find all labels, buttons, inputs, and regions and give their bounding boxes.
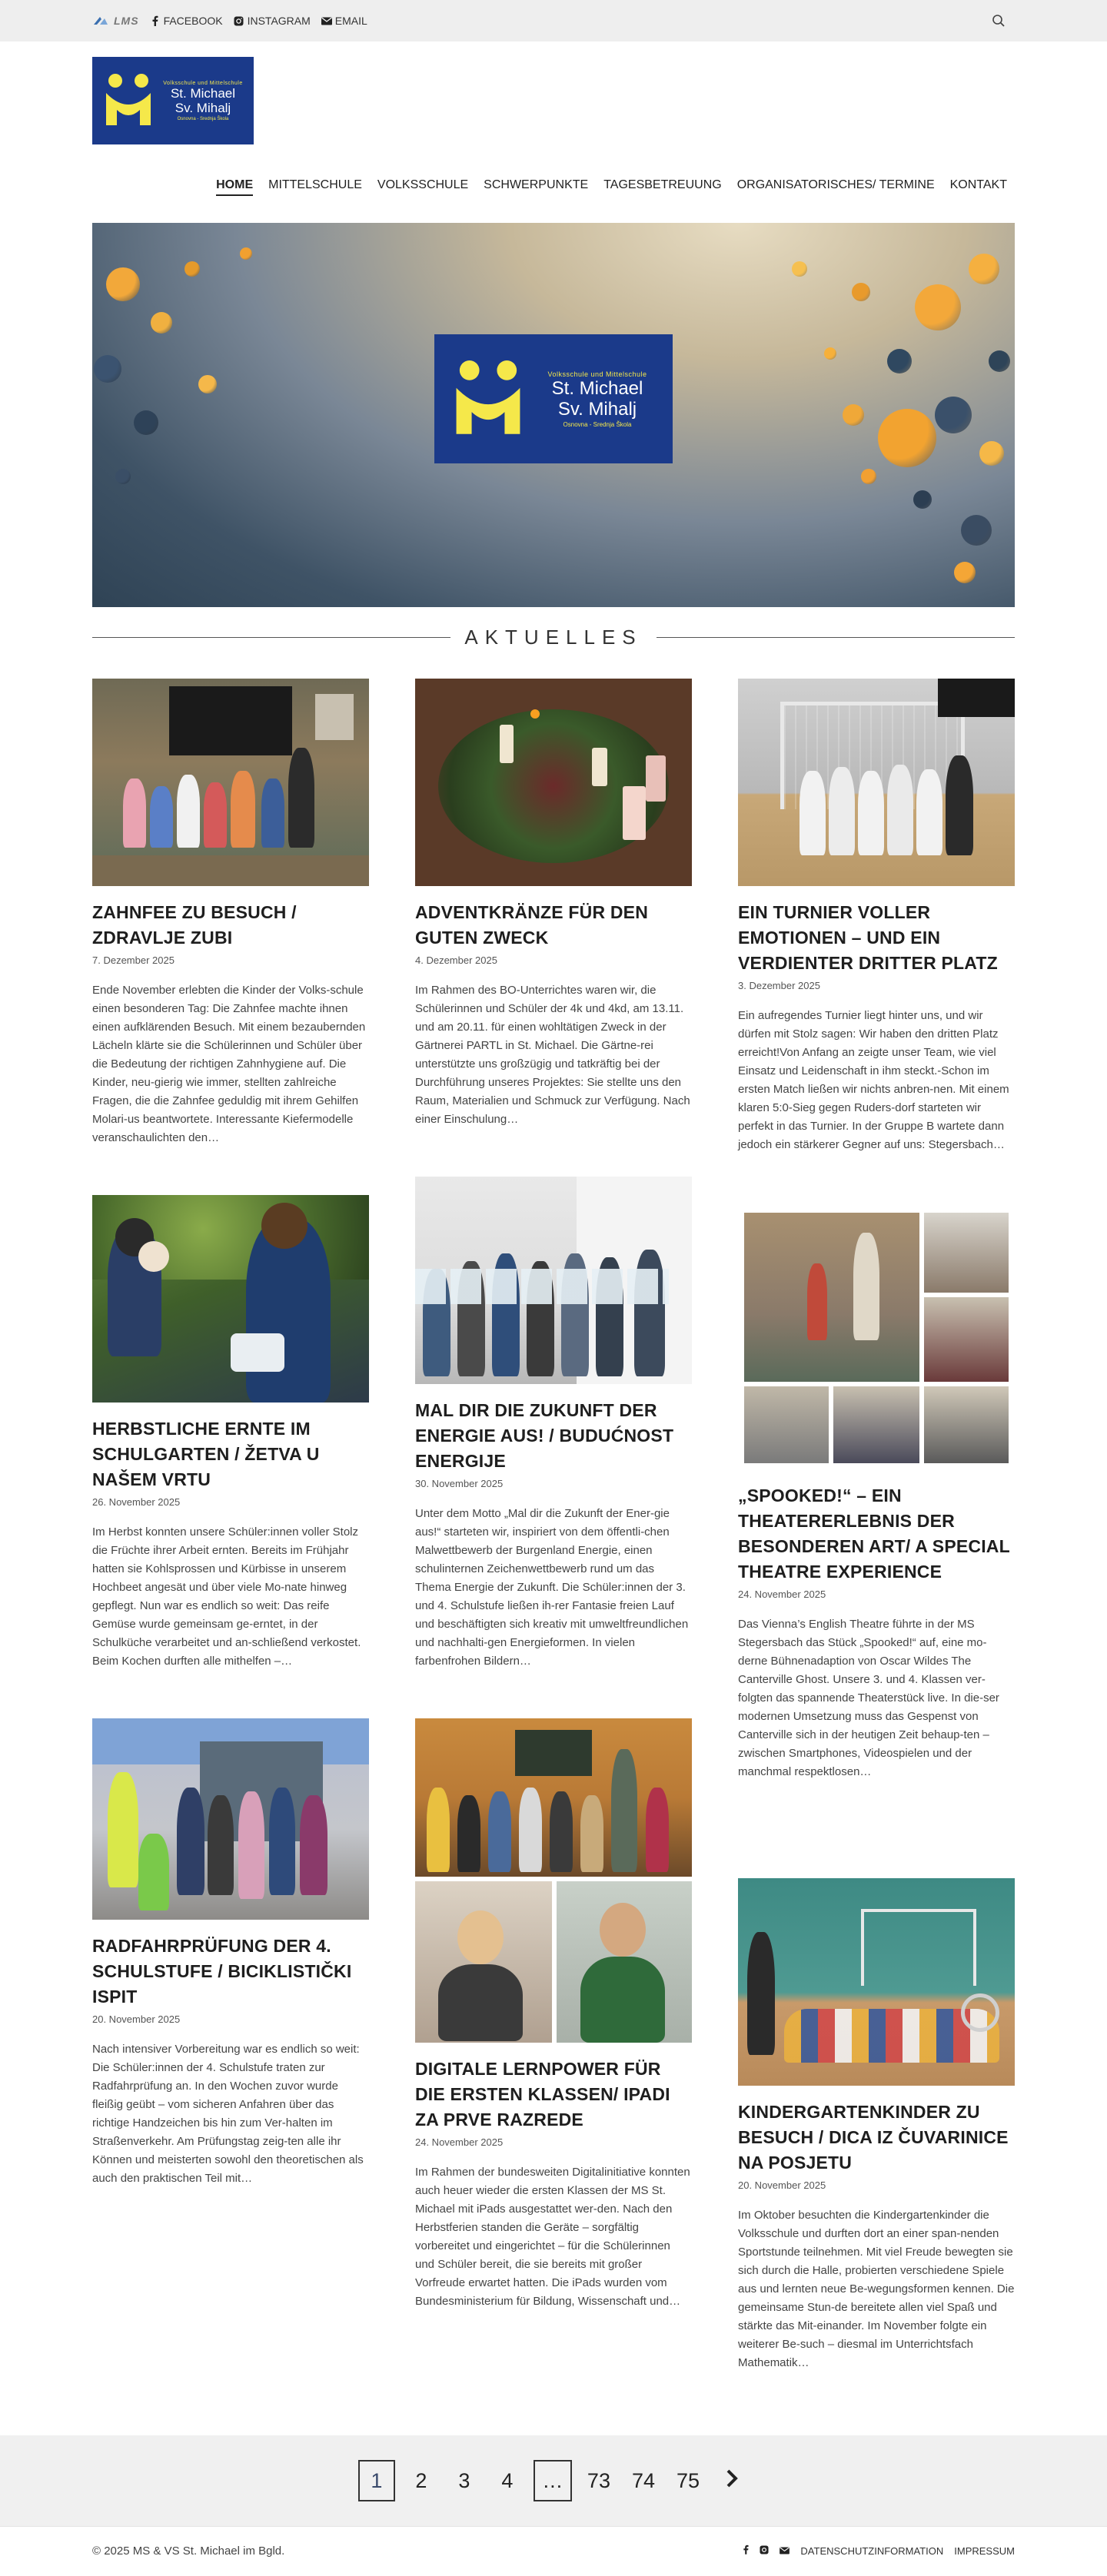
post-thumbnail[interactable]	[415, 1718, 692, 2043]
page-link[interactable]: 4	[501, 2468, 514, 2492]
post-title[interactable]: RADFAHRPRÜFUNG DER 4. SCHULSTUFE / BICIKLISTIČKI ISPIT	[92, 1936, 352, 2007]
post-card	[92, 679, 369, 1147]
post-date: 7. Dezember 2025	[92, 954, 175, 966]
thumbnail-scene	[92, 1718, 369, 1920]
post-excerpt: Ein aufregendes Turnier liegt hinter uns, und wir dürfen mit Stolz sagen: Wir haben den dritten Platz erreicht!Von Anfang an zeigte unser Team, wie viel Einsatz und Leidenschaft in ihm steckt.-Schon im ersten Match ließen wir nichts anbren-nen. Mit einem klaren 5:0-Sieg gegen Ruders-dorf starteten wir perfekt in das Turnier. In der Gruppe B wartete dann jedoch ein stärkerer Gegner auf uns: Stegersbach…	[738, 1009, 1009, 1151]
page-link[interactable]: 75	[676, 2468, 700, 2492]
post-date: 24. November 2025	[415, 2136, 504, 2148]
hero-logo-text	[537, 370, 657, 428]
logo-text	[161, 81, 244, 121]
copyright: © 2025 MS & VS St. Michael im Bgld.	[92, 2544, 285, 2558]
hero-logo	[434, 334, 673, 463]
page-link-current[interactable]: 1	[358, 2460, 395, 2501]
page-link[interactable]: 74	[631, 2468, 656, 2492]
site-header	[92, 41, 1015, 172]
post-date: 20. November 2025	[738, 2179, 826, 2191]
hero-dot	[979, 441, 1004, 466]
post-thumbnail[interactable]	[415, 679, 692, 886]
hero-dot	[935, 397, 972, 433]
hero-dot	[961, 515, 992, 546]
section-title: AKTUELLES	[464, 626, 643, 649]
post-card	[738, 679, 1015, 1154]
divider-left	[92, 637, 450, 638]
thumbnail-scene	[415, 1177, 692, 1384]
hero-dot	[115, 469, 131, 484]
logo-line1: Volksschule und Mittelschule	[163, 80, 243, 86]
post-thumbnail[interactable]	[92, 679, 369, 886]
hero-dot	[106, 267, 140, 301]
hero-dot	[989, 350, 1010, 372]
post-card	[92, 1195, 369, 1671]
logo-mark-icon	[101, 70, 155, 131]
facebook-link[interactable]	[150, 15, 223, 27]
hero-logo-mark-icon	[450, 354, 527, 444]
post-date: 20. November 2025	[92, 2013, 181, 2025]
site-logo[interactable]	[92, 57, 254, 144]
nav-volksschule[interactable]: VOLKSSCHULE	[377, 178, 469, 191]
post-excerpt: Im Oktober besuchten die Kindergartenkinder die Volksschule und durften dort an einer span-nenden Sportstunde teilnehmen. Mit viel Freude bewegten sie sich durch die Halle, probierten verschiedene Spiele aus und lernten neue Be-wegungsformen kennen. Die gemeinsame Stun-de bereitete allen viel Spaß und stärkte das Mit-einander. Im November folgte ein weiterer Be-such – diesmal im Unterrichtsfach Mathematik…	[738, 2209, 1015, 2369]
hero-dot	[824, 347, 836, 360]
topbar	[0, 0, 1107, 41]
post-thumbnail[interactable]	[415, 1177, 692, 1384]
hero-dot	[969, 254, 999, 284]
email-icon	[780, 2547, 790, 2554]
post-excerpt: Ende November erlebten die Kinder der Volks-schule einen besonderen Tag: Die Zahnfee machte ihnen einen aufklärenden Besuch. Mit einem bezaubernden Lächeln klärte sie die Schülerinnen und Schüler über die Bedeutung der richtigen Zahnhygiene auf. Die Kinder, neu-gierig wie immer, stellten zahlreiche Fragen, die die Zahnfee geduldig mit ihrem Gehilfen Molari-us beantwortete. Interessante Kiefermodelle veranschaulichten den…	[92, 984, 366, 1144]
facebook-label: FACEBOOK	[163, 15, 223, 27]
next-page-button[interactable]	[715, 2464, 749, 2498]
email-icon	[321, 15, 332, 26]
instagram-label: INSTAGRAM	[247, 15, 311, 27]
hero-dot	[94, 355, 121, 383]
hero-logo-line1: Volksschule und Mittelschule	[547, 370, 647, 378]
hero-logo-line4: Osnovna - Srednja Škola	[563, 420, 632, 428]
post-card	[738, 1878, 1015, 2372]
post-title[interactable]: ADVENTKRÄNZE FÜR DEN GUTEN ZWECK	[415, 902, 648, 948]
post-title[interactable]: ZAHNFEE ZU BESUCH / ZDRAVLJE ZUBI	[92, 902, 297, 948]
post-excerpt: Nach intensiver Vorbereitung war es endlich so weit: Die Schüler:innen der 4. Schulstufe traten zur Radfahrprüfung an. In den Wochen zuvor wurde fleißig geübt – vom sicheren Anfahren über das richtige Handzeichen bis hin zum Ver-halten im Straßenverkehr. Am Prüfungstag zeig-ten alle ihr Können und meisterten sowohl den theoretischen als auch den praktischen Teil mit…	[92, 2043, 364, 2185]
page-link[interactable]: 73	[587, 2468, 610, 2492]
search-button[interactable]	[992, 14, 1007, 29]
hero-dot	[151, 312, 172, 334]
post-title[interactable]: HERBSTLICHE ERNTE IM SCHULGARTEN / ŽETVA U NAŠEM VRTU	[92, 1419, 320, 1489]
post-excerpt: Im Rahmen des BO-Unterrichtes waren wir, die Schülerinnen und Schüler der 4k und 4kd, am 13.11. und am 20.11. für einen wohltätigen Zweck in der Gärtnerei PARTL in St. Michael. Die Gärtne-rei unterstützte uns großzügig und tatkräftig bei der Durchführung unseres Projektes: Sie stellte uns den Raum, Materialien und Schmuck zur Verfügung. Nach einer Einschulung…	[415, 984, 690, 1126]
hero-logo-line2: St. Michael	[551, 377, 643, 399]
topbar-links	[92, 15, 367, 27]
lms-label: LMS	[114, 15, 139, 27]
post-thumbnail[interactable]	[738, 1202, 1015, 1469]
post-date: 4. Dezember 2025	[415, 954, 497, 966]
hero-dot	[913, 490, 932, 509]
footer-link-imprint[interactable]: IMPRESSUM	[954, 2544, 1015, 2557]
email-label: EMAIL	[334, 15, 367, 27]
instagram-icon	[234, 15, 244, 26]
facebook-icon	[743, 2544, 749, 2554]
post-thumbnail[interactable]	[738, 1878, 1015, 2086]
post-title[interactable]: DIGITALE LERNPOWER FÜR DIE ERSTEN KLASSEN/ IPADI ZA PRVE RAZREDE	[415, 2059, 670, 2130]
post-thumbnail[interactable]	[738, 679, 1015, 886]
post-card	[415, 679, 692, 1129]
post-thumbnail[interactable]	[92, 1718, 369, 1920]
thumbnail-scene	[738, 1878, 1015, 2086]
post-title[interactable]: KINDERGARTENKINDER ZU BESUCH / DICA IZ ČUVARINICE NA POSJETU	[738, 2102, 1009, 2173]
nav-schwerpunkte[interactable]: SCHWERPUNKTE	[484, 178, 589, 191]
post-excerpt: Im Herbst konnten unsere Schüler:innen voller Stolz die Früchte ihrer Arbeit ernten. Bereits im Frühjahr hatten sie Kohlsprossen und Kürbisse in unserem Hochbeet angesät und über viele Mo-nate hinweg gepflegt. Nun war es endlich so weit: Das reife Gemüse wurde gemeinsam ge-erntet, in der Schulküche verarbeitet und an-schließend verkostet. Beim Kochen durften alle mithelfen –…	[92, 1525, 361, 1668]
hero-dot	[198, 375, 217, 393]
pagination	[0, 2435, 1107, 2526]
hero-dot	[184, 261, 200, 277]
hero-dot	[954, 562, 976, 583]
hero-logo-line3: Sv. Mihalj	[557, 398, 637, 420]
chevron-right-icon	[725, 2468, 739, 2488]
footer-link-privacy[interactable]: DATENSCHUTZINFORMATION	[800, 2544, 944, 2557]
hero-dot	[861, 469, 876, 484]
nav-tagesbetreuung[interactable]: TAGESBETREUUNG	[603, 178, 722, 191]
hero-dot	[887, 349, 912, 373]
post-card	[415, 1718, 692, 2311]
post-title[interactable]: „SPOOKED!“ – EIN THEATERERLEBNIS DER BESONDEREN ART/ A SPECIAL THEATRE EXPERIENCE	[738, 1486, 1010, 1582]
post-date: 26. November 2025	[92, 1496, 181, 1508]
hero-dot	[843, 404, 864, 426]
nav-organisatorisches[interactable]: ORGANISATORISCHES/ TERMINE	[736, 178, 935, 191]
post-excerpt: Im Rahmen der bundesweiten Digitalinitiative konnten auch heuer wieder die ersten Klassen der MS St. Michael mit iPads ausgestattet wer-den. Nach den Herbstferien standen die Geräte – sorgfältig vorbereitet und eingerichtet – für die Schülerinnen und Schüler bereit, die sie bereits mit großer Vorfreude erwartet hatten. Die iPads wurden vom Bundesministerium für Bildung, Wissenschaft und…	[415, 2166, 690, 2308]
logo-line2: St. Michael	[170, 85, 236, 101]
hero-dot	[852, 283, 870, 301]
nav-kontakt[interactable]: KONTAKT	[949, 178, 1007, 191]
footer-instagram-link[interactable]	[760, 2545, 769, 2557]
posts-column-1	[92, 679, 369, 2420]
post-date: 30. November 2025	[415, 1478, 504, 1489]
post-title[interactable]: EIN TURNIER VOLLER EMOTIONEN – UND EIN VERDIENTER DRITTER PLATZ	[738, 902, 998, 973]
lms-link[interactable]	[92, 15, 139, 27]
main-nav	[92, 172, 1015, 223]
post-date: 24. November 2025	[738, 1588, 826, 1600]
footer-facebook-link[interactable]	[743, 2544, 749, 2557]
post-title[interactable]: MAL DIR DIE ZUKUNFT DER ENERGIE AUS! / BUDUĆNOST ENERGIJE	[415, 1400, 674, 1471]
page-link[interactable]: 3	[458, 2468, 470, 2492]
section-heading	[92, 626, 1015, 649]
search-icon	[992, 14, 1006, 28]
post-card	[738, 1202, 1015, 1781]
thumbnail-scene	[92, 679, 369, 886]
post-thumbnail[interactable]	[92, 1195, 369, 1403]
thumbnail-scene	[415, 679, 692, 886]
hero-banner	[92, 223, 1015, 607]
hero-dot	[240, 247, 252, 260]
post-date: 3. Dezember 2025	[738, 980, 820, 991]
posts-grid	[92, 679, 1015, 2420]
divider-right	[657, 637, 1015, 638]
hero-dot	[915, 284, 961, 330]
page-link[interactable]: 2	[415, 2468, 427, 2492]
facebook-icon	[150, 15, 161, 26]
lms-icon	[92, 15, 109, 26]
hero-dot	[134, 410, 158, 435]
hero-dot	[792, 261, 807, 277]
site-footer	[0, 2526, 1107, 2574]
email-link[interactable]	[321, 15, 367, 27]
thumbnail-scene	[415, 1718, 692, 2043]
nav-home[interactable]: HOME	[216, 178, 253, 196]
posts-column-3	[738, 679, 1015, 2420]
logo-line4: Osnovna - Srednja Škola	[177, 116, 229, 121]
logo-line3: Sv. Mihalj	[175, 100, 231, 115]
thumbnail-scene	[738, 679, 1015, 886]
nav-mittelschule[interactable]: MITTELSCHULE	[268, 178, 362, 191]
post-excerpt: Das Vienna’s English Theatre führte in der MS Stegersbach das Stück „Spooked!“ auf, eine mo-derne Bühnenadaption von Oscar Wildes The Canterville Ghost. Unsere 3. und 4. Klassen ver-folgten das spannende Theaterstück live. In die-ser modernen Umsetzung muss das Gespenst von Canterville sich in der heutigen Zeit behaup-ten – zwischen Smartphones, Videospielen und der manchmal respektlosen…	[738, 1618, 999, 1778]
posts-column-2	[415, 679, 692, 2420]
post-card	[415, 1177, 692, 1671]
page-ellipsis: …	[534, 2460, 572, 2501]
post-card	[92, 1718, 369, 2188]
footer-links	[743, 2544, 1015, 2557]
hero-dot	[878, 409, 936, 467]
footer-email-link[interactable]	[780, 2545, 790, 2557]
instagram-link[interactable]	[234, 15, 311, 27]
instagram-icon	[760, 2545, 769, 2554]
thumbnail-scene	[92, 1195, 369, 1403]
thumbnail-scene	[738, 1202, 1015, 1469]
post-excerpt: Unter dem Motto „Mal dir die Zukunft der Ener-gie aus!“ starteten wir, inspiriert von dem öffentli-chen Malwettbewerb der Burgenland Energie, einen schulinternen Zeichenwettbewerb rund um das Thema Energie der Zukunft. Die Schüler:innen der 3. und 4. Schulstufe ließen ih-rer Fantasie freien Lauf und beschäftigten sich kreativ mit umweltfreundlichen und nachhalti-gen Energieformen. In vielen farbenfrohen Bildern…	[415, 1507, 689, 1668]
